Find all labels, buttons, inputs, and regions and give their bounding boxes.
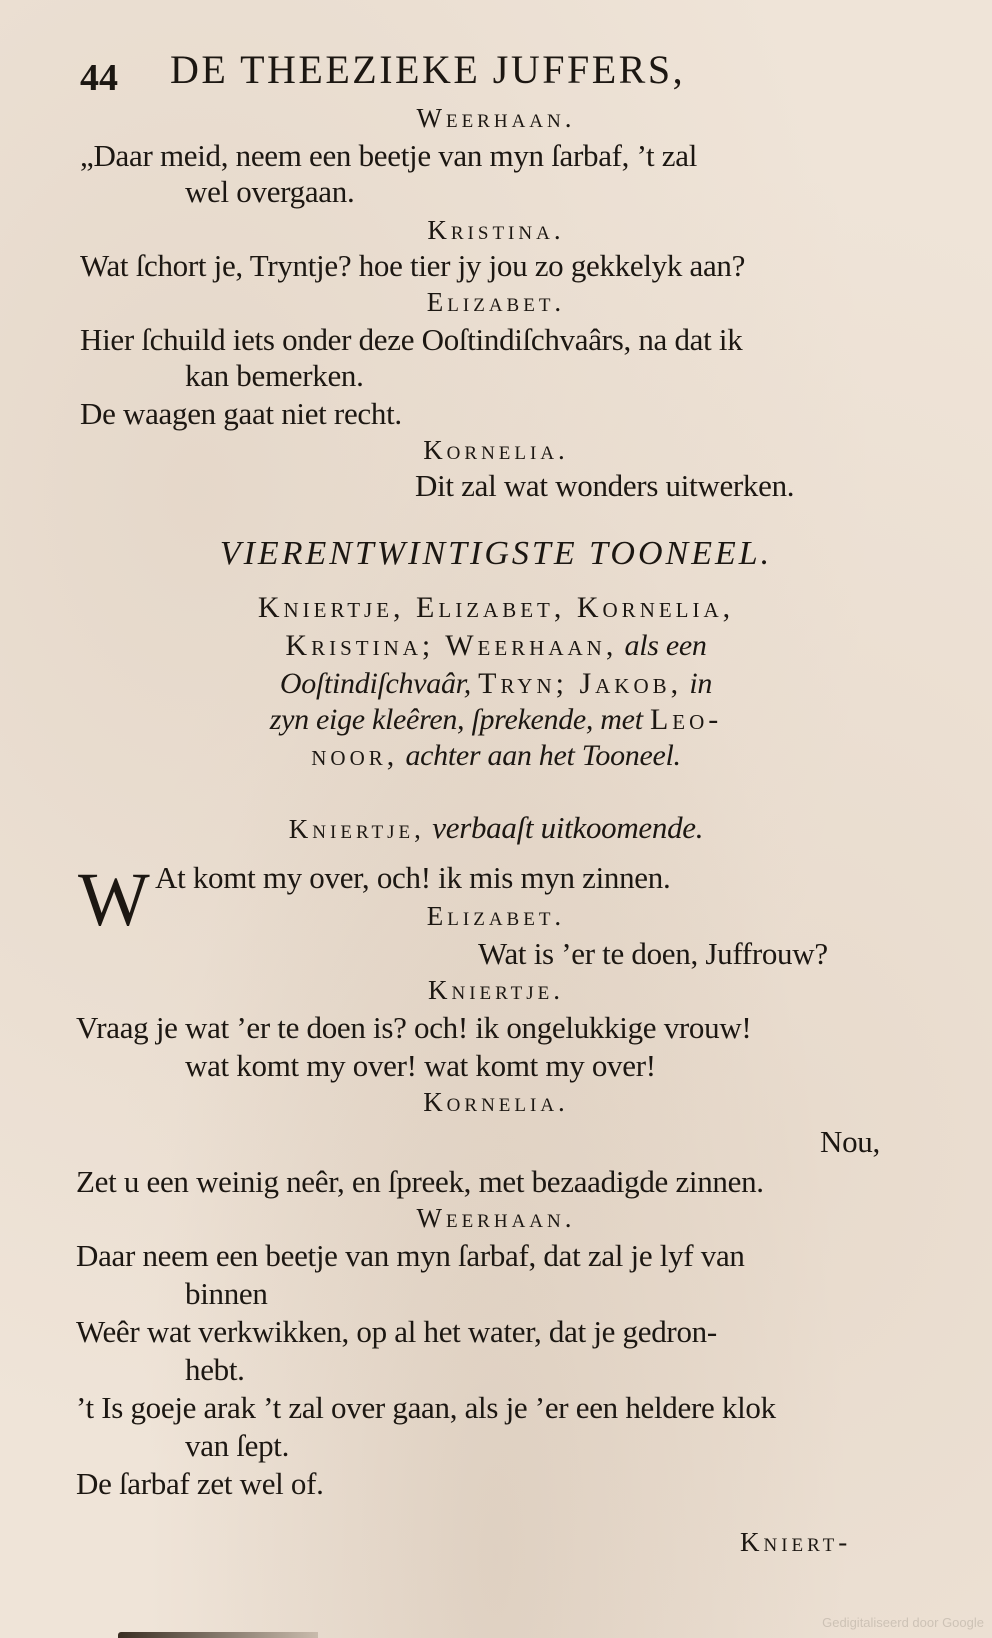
dialogue-line: Dit zal wat wonders uitwerken. [415, 468, 795, 503]
stage-direction: zyn eige kleêren, ſprekende, met [269, 703, 643, 736]
cast-list-line [0, 628, 992, 664]
dialogue-line: binnen [185, 1276, 268, 1311]
speaker-name: Kornelia. [423, 435, 569, 465]
dialogue-line: Daar neem een beetje van myn ſarbaf, dat zal je lyf van [76, 1238, 745, 1273]
dialogue-line: kan bemerken. [185, 358, 364, 393]
dialogue-line: Nou, [820, 1124, 880, 1159]
page-number: 44 [80, 57, 118, 99]
cast-names: Kniertje, Elizabet, Kornelia, [257, 591, 735, 624]
dialogue-line: Hier ſchuild iets onder deze Ooſtindiſchvaârs, na dat ik [80, 322, 743, 357]
cast-list-line [0, 738, 992, 774]
dialogue-line: wel overgaan. [185, 174, 355, 209]
stage-direction: verbaaſt uitkoomende. [432, 810, 704, 845]
cast-list-line [0, 702, 992, 738]
scene-title: VIERENTWINTIGSTE TOONEEL. [219, 535, 773, 572]
dialogue-line: wat komt my over! wat komt my over! [185, 1048, 656, 1083]
dialogue-line: hebt. [185, 1352, 245, 1387]
dialogue-line: Wat ſchort je, Tryntje? hoe tier jy jou zo gekkelyk aan? [80, 248, 746, 283]
dialogue-line: van ſept. [185, 1428, 290, 1463]
page-edge-shadow [118, 1632, 318, 1638]
cast-list-line [0, 666, 992, 702]
stage-direction: in [689, 667, 713, 700]
cast-names: Tryn; Jakob, [478, 667, 683, 700]
digitization-watermark: Gedigitaliseerd door Google [822, 1615, 984, 1630]
dialogue-line: Vraag je wat ’er te doen is? och! ik ongelukkige vrouw! [76, 1010, 752, 1045]
dialogue-line: Zet u een weinig neêr, en ſpreek, met bezaadigde zinnen. [76, 1164, 764, 1199]
dialogue-line: De ſarbaf zet wel of. [76, 1466, 324, 1501]
dialogue-line: „Daar meid, neem een beetje van myn ſarbaf, ’t zal [80, 138, 698, 173]
dialogue-line: Wat is ’er te doen, Juffrouw? [478, 936, 828, 971]
catchword: Kniert- [740, 1527, 852, 1557]
speaker-name: Kristina. [427, 215, 565, 245]
cast-list-line [0, 590, 992, 626]
speaker-name: Kniertje, [288, 814, 425, 844]
speaker-name: Weerhaan. [416, 1203, 576, 1233]
dialogue-line: Weêr wat verkwikken, op al het water, dat je gedron- [76, 1314, 717, 1349]
dialogue-line: De waagen gaat niet recht. [80, 396, 402, 431]
drop-cap: W [78, 858, 150, 942]
speaker-name: Weerhaan. [416, 103, 576, 133]
speaker-name: Elizabet. [426, 901, 566, 931]
cast-names: noor, [311, 739, 399, 772]
stage-direction: Ooſtindiſchvaâr, [279, 667, 471, 700]
stage-direction: als een [624, 629, 707, 662]
speaker-name: Kniertje. [427, 975, 565, 1005]
cast-names: Kristina; Weerhaan, [285, 629, 618, 662]
stage-direction: achter aan het Tooneel. [405, 739, 681, 772]
dialogue-line: At komt my over, och! ik mis myn zinnen. [155, 860, 671, 895]
speaker-name: Elizabet. [426, 287, 566, 317]
speaker-entrance [0, 810, 992, 847]
cast-names: Leo- [649, 703, 723, 736]
running-title: DE THEEZIEKE JUFFERS, [170, 47, 686, 92]
dialogue-line: ’t Is goeje arak ’t zal over gaan, als je ’er een heldere klok [76, 1390, 776, 1425]
speaker-name: Kornelia. [423, 1087, 569, 1117]
